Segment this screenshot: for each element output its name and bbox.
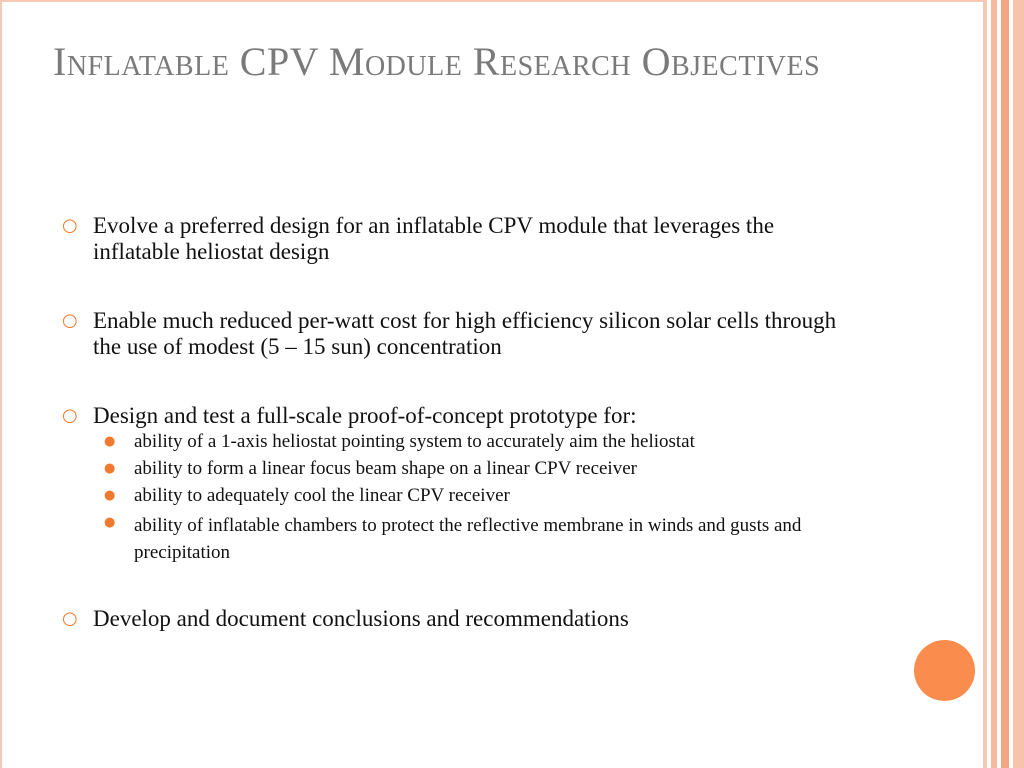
bullet-text: Evolve a preferred design for an inflatable CPV module that leverages the inflatable heliostat design [93,213,775,264]
sub-bullet-item [104,431,922,453]
decorative-stripes [983,0,1024,768]
bullet-ring-icon: ○ [62,608,78,629]
bullet-text: Develop and document conclusions and recommendations [93,606,629,631]
sub-bullet-dot-icon: ● [104,434,116,449]
sub-bullet-item [104,458,922,480]
bullet-item [62,213,922,265]
slide-frame-top [0,0,983,2]
sub-bullet-item [104,512,922,566]
stripe [1013,0,1024,768]
sub-bullet-item [104,485,922,507]
sub-bullet-dot-icon: ● [104,461,116,476]
bullet-item [62,308,922,360]
sub-bullet-dot-icon: ● [104,515,116,530]
bullet-ring-icon: ○ [62,310,78,331]
bullet-item [62,403,922,429]
slide-title: Inflatable CPV Module Research Objectives [53,39,821,84]
sub-bullet-text: ability of inflatable chambers to protect the reflective membrane in winds and gusts and precipitation [134,515,802,563]
bullet-text: Design and test a full-scale proof-of-concept prototype for: [93,403,637,428]
bullet-ring-icon: ○ [62,405,78,426]
stripe [1001,0,1009,768]
bullet-text: Enable much reduced per-watt cost for high efficiency silicon solar cells through the use of modest (5 – 15 sun) concentration [93,308,837,359]
bullet-item [62,606,922,632]
sub-bullet-text: ability to adequately cool the linear CPV receiver [134,485,510,506]
sub-bullet-text: ability to form a linear focus beam shape on a linear CPV receiver [134,458,637,479]
sub-bullet-dot-icon: ● [104,488,116,503]
decorative-circle [914,640,975,701]
sub-bullet-list [104,431,922,566]
bullet-ring-icon: ○ [62,215,78,236]
bullet-list [62,213,922,632]
sub-bullet-text: ability of a 1-axis heliostat pointing system to accurately aim the heliostat [134,431,695,452]
